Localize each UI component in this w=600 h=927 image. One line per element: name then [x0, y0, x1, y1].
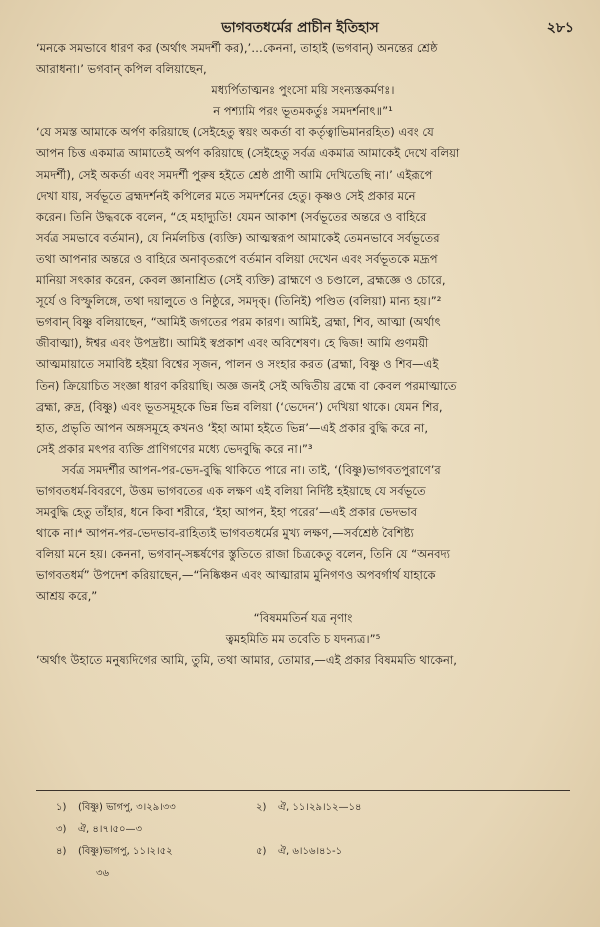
text-line: আরাধনা।’ ভগবান্ কপিল বলিয়াছেন,	[36, 62, 207, 77]
text-line: ‘অর্থাৎ উহাতে মনুষ্যদিগের আমি, তুমি, তথা আমার, তোমার,—এই প্রকার বিষমমতি থাকেনা,	[36, 652, 457, 667]
text-line: ভাগবতধর্ম-বিবরণে, উত্তম ভাগবতের এক লক্ষণ এই বলিয়া নির্দিষ্ট হইয়াছে যে সর্বভূতে	[36, 483, 426, 498]
page-number: ২৮১	[546, 20, 574, 36]
footnote-row	[36, 841, 570, 863]
footnote-2: ২) ঐ, ১১।২৯।১২—১৪	[256, 802, 362, 813]
text-line: বলিয়া মনে হয়। কেননা, ভগবান্-সঙ্কর্ষণের স্তুতিতে রাজা চিত্রকেতু বলেন, তিনি যে “অনবদ্য	[36, 547, 451, 562]
text-line: ব্রহ্মা, রুদ্র, (বিষ্ণু) এবং ভূতসমূহকে ভিন্ন ভিন্ন বলিয়া (‘ভেদেন’) দেখিয়া থাকে। যেমন শির,	[36, 399, 443, 414]
printer-signature: ৩৬	[96, 868, 110, 879]
verse-line: মধ্যর্পিতাত্মনঃ পুংসো ময়ি সংন্যস্তকর্মণঃ।	[211, 83, 395, 98]
footnote-row	[36, 797, 570, 819]
text-line: করেন। তিনি উদ্ধবকে বলেন, “হে মহাদ্যুতি! যেমন আকাশ (সর্বভূতের অন্তরে ও বাহিরে	[36, 209, 427, 224]
text-line: সর্বত্র সমদর্শীর আপন-পর-ভেদ-বুদ্ধি থাকিতে পারে না। তাই, ‘(বিষ্ণু)ভাগবতপুরাণে’র	[62, 462, 441, 477]
text-line: হাত, প্রভৃতি আপন অঙ্গসমূহে কখনও ‘ইহা আমা হইতে ভিন্ন’—এই প্রকার বুদ্ধি করে না,	[36, 420, 429, 435]
text-line: আশ্রয় করে,”	[36, 589, 98, 604]
footnote-1: ১) (বিষ্ণু) ভাগপু, ৩।২৯।৩৩	[56, 802, 176, 813]
footnote-row	[36, 819, 570, 841]
footnote-3: ৩) ঐ, ৪।৭।৫০—৩	[56, 824, 143, 835]
verse-line: ত্বমহমিতি মম তবেতি চ যদন্যত্র।”⁵	[225, 631, 381, 646]
verse-line: ন পশ্যামি পরং ভূতমকর্তুঃ সমদর্শনাৎ॥”¹	[213, 104, 393, 119]
text-line: সূর্যে ও বিস্ফুলিঙ্গে, তথা দয়ালুতে ও নিষ্ঠুরে, সমদৃক্। (তিনিই) পণ্ডিত (বলিয়া) মান্য হয়।”²	[36, 294, 442, 309]
text-line: থাকে না।⁴ আপন-পর-ভেদভাব-রাহিত্যই ভাগবতধর্মের মুখ্য লক্ষণ,—সর্বশ্রেষ্ঠ বৈশিষ্ট্য	[36, 526, 414, 541]
footnote-5: ৫) ঐ, ৬।১৬।৪১-১	[256, 846, 343, 857]
text-line: তথা আপনার অন্তরে ও বাহিরে অনাবৃতরূপে বর্তমান বলিয়া দেখেন এবং সর্বভূতকে মদ্রূপ	[36, 251, 438, 266]
footnote-4: ৪) (বিষ্ণু)ভাগপু, ১১।২।৫২	[56, 846, 173, 857]
text-line: ভগবান্ বিষ্ণু বলিয়াছেন, “আমিই জগতের পরম কারণ। আমিই, ব্রহ্মা, শিব, আত্মা (অর্থাৎ	[36, 315, 441, 330]
page-header	[0, 14, 600, 40]
text-line: জীবাত্মা), ঈশ্বর এবং উপদ্রষ্টা। আমিই স্বপ্রকাশ এবং অবিশেষণ। হে দ্বিজ! আমি গুণময়ী	[36, 336, 429, 351]
page-body	[36, 38, 570, 671]
text-line: দেখা যায়, সর্বভূতে ব্রহ্মদর্শনই কপিলের মতে সমদর্শনের হেতু। কৃষ্ণও সেই প্রকার মনে	[36, 188, 416, 203]
text-line: ‘যে সমস্ত আমাকে অর্পণ করিয়াছে (সেইহেতু স্বয়ং অকর্তা বা কর্তৃত্বাভিমানরহিত) এবং যে	[36, 125, 434, 140]
text-line: সর্বত্র সমভাবে বর্তমান), যে নির্মলচিত্ত (ব্যক্তি) আত্মস্বরূপ আমাকেই তেমনভাবে সর্বভূতের	[36, 230, 440, 245]
text-line: মানিয়া সৎকার করেন, কেবল জ্ঞানাশ্রিত (সেই ব্যক্তি) ব্রাহ্মণে ও চণ্ডালে, ব্রহ্মজ্ঞে ও চোরে,	[36, 273, 446, 288]
verse-line: “বিষমমতির্ন যত্র নৃণাং	[253, 610, 353, 625]
text-line: সমদর্শী), সেই অকর্তা এবং সমদর্শী পুরুষ হইতে শ্রেষ্ঠ প্রাণী আমি দেখিতেছি না।’ এইরূপে	[36, 167, 433, 182]
text-line: তিন) ক্রিয়োচিত সংজ্ঞা ধারণ করিয়াছি। অজ্ঞ জনই সেই অদ্বিতীয় ব্রহ্মে বা কেবল পরমাত্মাতে	[36, 378, 457, 393]
text-line: সেই প্রকার মৎপর ব্যক্তি প্রাণিগণের মধ্যে ভেদবুদ্ধি করে না।”³	[36, 441, 313, 456]
text-line: আপন চিত্ত একমাত্র আমাতেই অর্পণ করিয়াছে (সেইহেতু সর্বত্র একমাত্র আমাকেই দেখে বলিয়া	[36, 146, 460, 161]
text-line: আত্মমায়াতে সমাবিষ্ট হইয়া বিশ্বের সৃজন, পালন ও সংহার করত (ব্রহ্মা, বিষ্ণু ও শিব—এই	[36, 357, 439, 372]
footnotes	[36, 790, 570, 885]
running-title: ভাগবতধর্মের প্রাচীন ইতিহাস	[221, 20, 379, 36]
text-line: ‘মনকে সমভাবে ধারণ কর (অর্থাৎ সমদর্শী কর),’…কেননা, তাহাই (ভগবান্) অনন্তের শ্রেষ্ঠ	[36, 41, 438, 55]
footnote-row	[36, 863, 570, 885]
text-line: ভাগবতধর্ম” উপদেশ করিয়াছেন,—“নিষ্কিঞ্চন এবং আত্মারাম মুনিগণও অপবর্গার্থ যাহাকে	[36, 568, 436, 583]
text-line: সমবুদ্ধি হেতু তাঁহার, ধনে কিবা শরীরে, ‘ইহা আপন, ইহা পরের’—এই প্রকার ভেদভাব	[36, 505, 418, 520]
